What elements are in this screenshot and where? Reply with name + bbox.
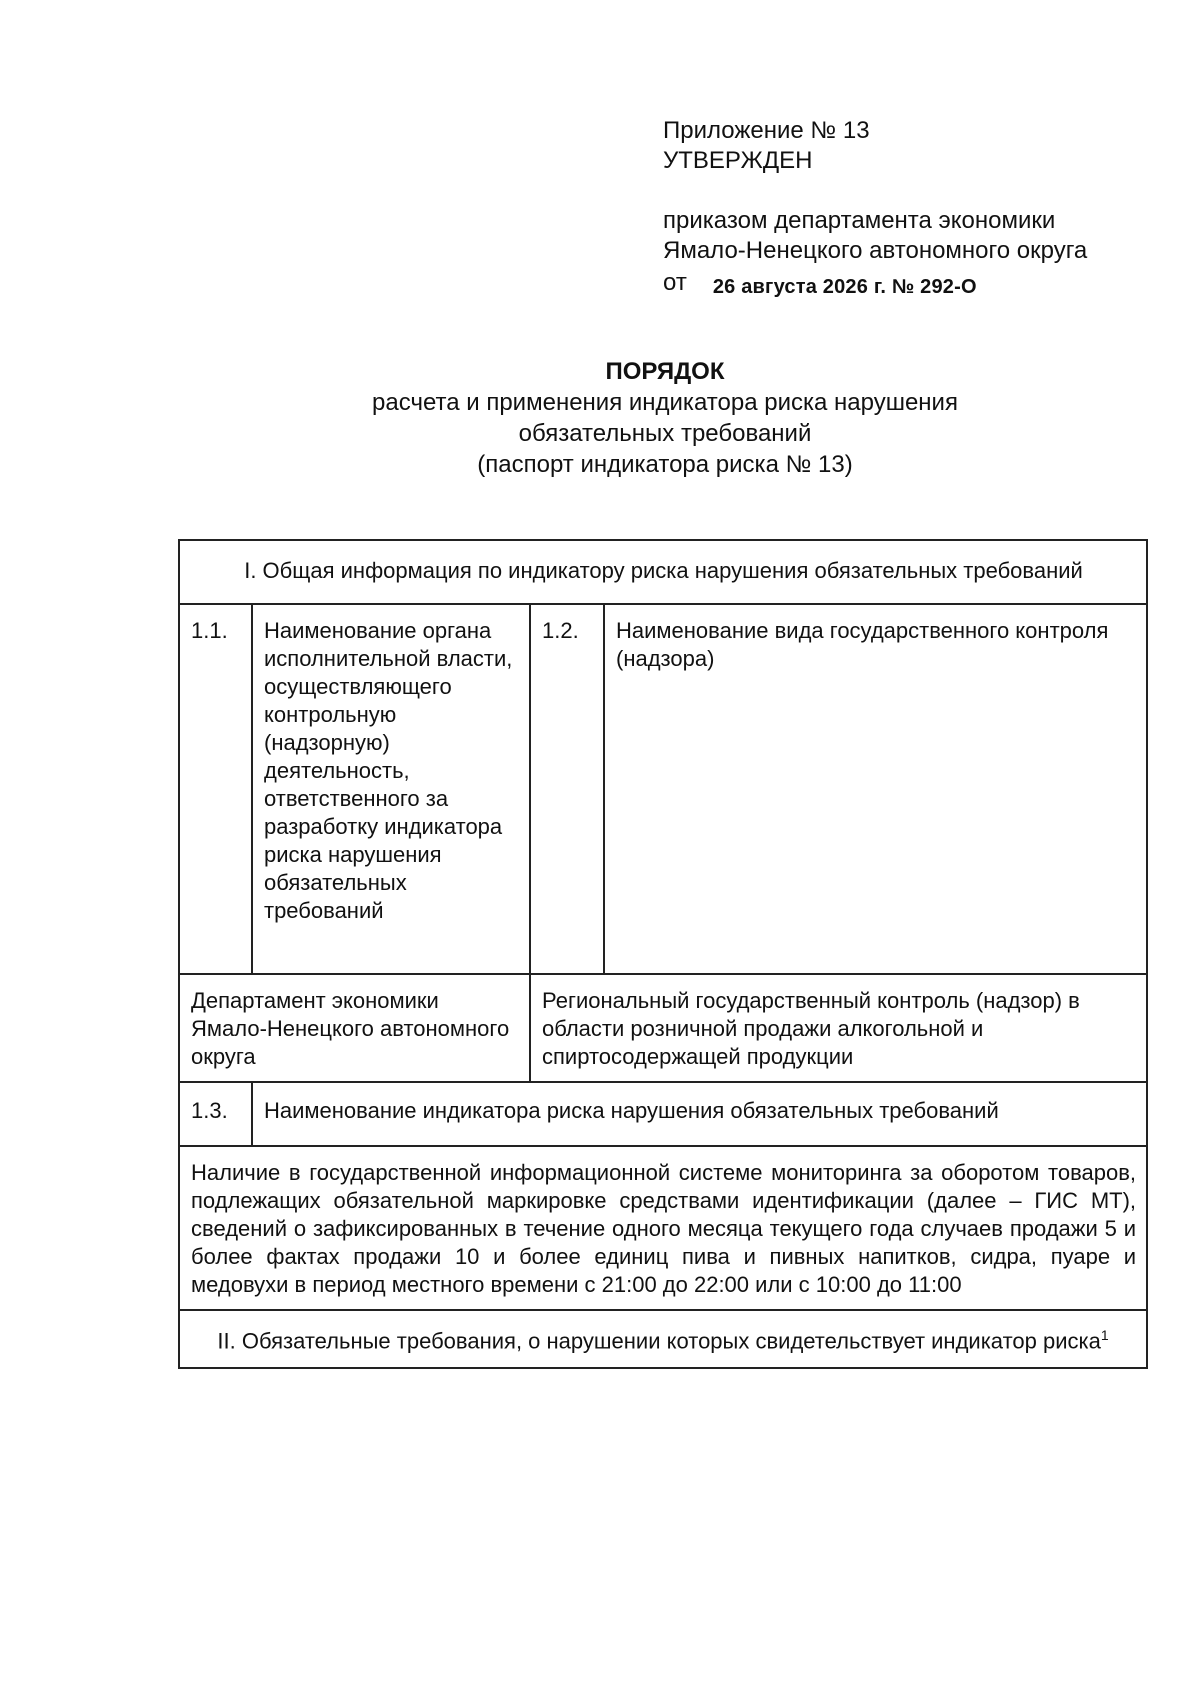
appendix-number: Приложение № 13	[663, 117, 870, 144]
department-line: Ямало-Ненецкого автономного округа	[663, 237, 1088, 264]
item-1-3-number: 1.3.	[179, 1082, 252, 1146]
table-row	[179, 540, 1147, 604]
item-1-2-value: Региональный государственный контроль (надзор) в области розничной продажи алкогольной и спиртосодержащей продукции	[530, 974, 1147, 1082]
table-row	[179, 1146, 1147, 1310]
approved-label: УТВЕРЖДЕН	[663, 147, 813, 174]
order-date-number: 26 августа 2026 г. № 292-О	[712, 276, 977, 298]
footnote-marker: 1	[1100, 1327, 1109, 1343]
item-1-2-number: 1.2.	[530, 604, 604, 974]
title-line-3: (паспорт индикатора риска № 13)	[477, 451, 853, 478]
table-row	[179, 974, 1147, 1082]
item-1-3-label: Наименование индикатора риска нарушения обязательных требований	[252, 1082, 1147, 1146]
table-row	[179, 1310, 1147, 1368]
document-title	[0, 356, 1200, 480]
section-2-title	[179, 1310, 1147, 1368]
approval-block	[663, 116, 1087, 299]
item-1-1-number: 1.1.	[179, 604, 252, 974]
order-date-line	[663, 268, 1087, 299]
date-prefix: от	[663, 269, 687, 296]
order-line: приказом департамента экономики	[663, 207, 1056, 234]
section-2-text: II. Обязательные требования, о нарушении которых свидетельствует индикатор риска	[217, 1328, 1101, 1354]
section-1-title: I. Общая информация по индикатору риска нарушения обязательных требований	[179, 540, 1147, 604]
title-heading: ПОРЯДОК	[605, 358, 725, 385]
table-row	[179, 1082, 1147, 1146]
item-1-3-value: Наличие в государственной информационной системе мониторинга за оборотом товаров, подлежащих обязательной маркировке средствами идентификации (далее – ГИС МТ), сведений о зафиксированных в течение одного месяца текущего года случаев продажи 5 и более фактах продажи 10 и более единиц пива и пивных напитков, сидра, пуаре и медовухи в период местного времени с 21:00 до 22:00 или с 10:00 до 11:00	[179, 1146, 1147, 1310]
table-row	[179, 604, 1147, 974]
item-1-1-label: Наименование органа исполнительной власти, осуществляющего контрольную (надзорную) деятельность, ответственного за разработку индикатора риска нарушения обязательных требований	[252, 604, 530, 974]
item-1-1-value: Департамент экономики Ямало-Ненецкого автономного округа	[179, 974, 530, 1082]
item-1-2-label: Наименование вида государственного контроля (надзора)	[604, 604, 1147, 974]
indicator-passport-table	[178, 539, 1148, 1369]
title-line-2: обязательных требований	[518, 420, 812, 447]
spacer	[663, 176, 1087, 206]
title-line-1: расчета и применения индикатора риска нарушения	[372, 389, 958, 416]
